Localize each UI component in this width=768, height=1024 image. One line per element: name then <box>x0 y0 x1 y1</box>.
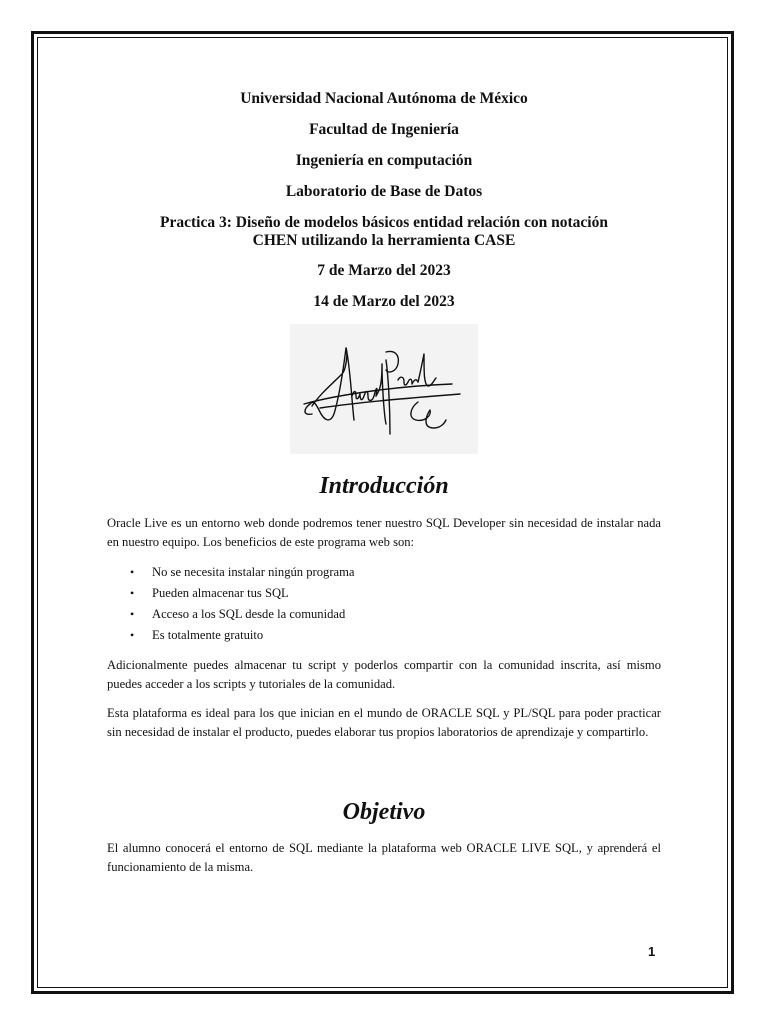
list-item-text: No se necesita instalar ningún programa <box>152 565 355 579</box>
career-name: Ingeniería en computación <box>295 152 473 169</box>
signature-drawing <box>290 324 478 454</box>
practice-title-line1: Practica 3: Diseño de modelos básicos entidad relación con notación <box>160 214 608 231</box>
introduction-paragraph-3: Esta plataforma es ideal para los que inician en el mundo de ORACLE SQL y PL/SQL para poder practicar sin necesidad de instalar el producto, puedes elaborar tus propios laboratorios de aprendizaje y compartirlo. <box>107 706 661 739</box>
list-item <box>130 562 661 583</box>
objective-heading: Objetivo <box>342 799 426 825</box>
university-name: Universidad Nacional Autónoma de México <box>240 90 528 107</box>
list-item-text: Acceso a los SQL desde la comunidad <box>152 607 346 621</box>
practice-title <box>107 214 661 250</box>
introduction-paragraph-2: Adicionalmente puedes almacenar tu script y poderlos compartir con la comunidad inscrita, así mismo puedes acceder a los scripts y tutoriales de la comunidad. <box>107 658 661 691</box>
lab-name: Laboratorio de Base de Datos <box>285 183 483 200</box>
list-item-text: Es totalmente gratuito <box>152 628 264 642</box>
faculty-name: Facultad de Ingeniería <box>309 121 459 138</box>
list-item <box>130 583 661 604</box>
list-item <box>130 625 661 646</box>
page-number: 1 <box>648 944 656 959</box>
introduction-paragraph-1: Oracle Live es un entorno web donde podremos tener nuestro SQL Developer sin necesidad de instalar nada en nuestro equipo. Los beneficios de este programa web son: <box>107 516 661 549</box>
signature-image <box>290 324 478 454</box>
date-assigned: 7 de Marzo del 2023 <box>317 262 451 279</box>
document-content <box>107 90 661 887</box>
bullet-icon: • <box>130 565 135 579</box>
objective-paragraph: El alumno conocerá el entorno de SQL mediante la plataforma web ORACLE LIVE SQL, y aprenderá el funcionamiento de la misma. <box>107 841 661 874</box>
bullet-icon: • <box>130 586 135 600</box>
bullet-icon: • <box>130 607 135 621</box>
practice-title-line2: CHEN utilizando la herramienta CASE <box>252 232 516 249</box>
benefits-list <box>107 562 661 646</box>
list-item <box>130 604 661 625</box>
list-item-text: Pueden almacenar tus SQL <box>152 586 289 600</box>
introduction-heading: Introducción <box>319 473 449 499</box>
date-due: 14 de Marzo del 2023 <box>313 293 455 310</box>
bullet-icon: • <box>130 628 135 642</box>
